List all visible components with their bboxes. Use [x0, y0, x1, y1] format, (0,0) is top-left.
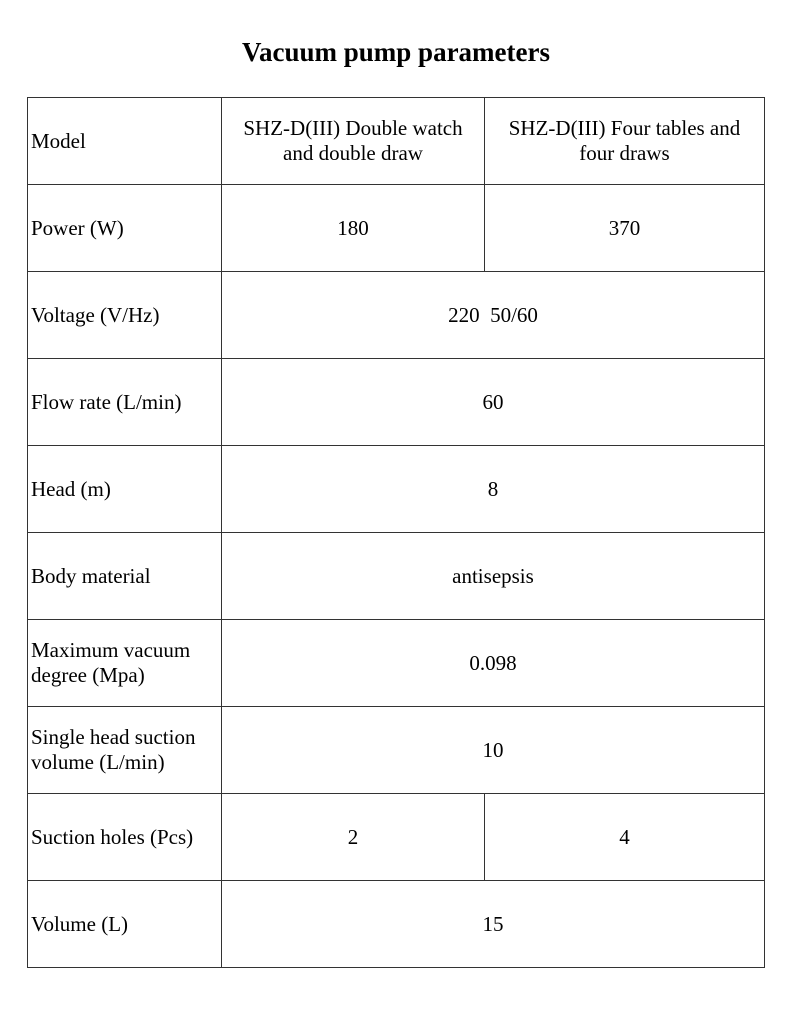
- row-label: Voltage (V/Hz): [28, 272, 222, 359]
- table-row-head: [28, 446, 765, 533]
- row-label: Body material: [28, 533, 222, 620]
- body-material-value-cell: antisepsis: [222, 533, 765, 620]
- flow-rate-value-cell: 60: [222, 359, 765, 446]
- table-row-volume: [28, 881, 765, 968]
- row-label: Suction holes (Pcs): [28, 794, 222, 881]
- table-row-suction-holes: [28, 794, 765, 881]
- row-label: Flow rate (L/min): [28, 359, 222, 446]
- row-label: Single head suction volume (L/min): [28, 707, 222, 794]
- row-label: Volume (L): [28, 881, 222, 968]
- model-double-watch-cell: SHZ-D(III) Double watch and double draw: [222, 98, 485, 185]
- power-double-cell: 180: [222, 185, 485, 272]
- parameters-table: [27, 97, 765, 968]
- table-row-suction-volume: [28, 707, 765, 794]
- model-four-tables-cell: SHZ-D(III) Four tables and four draws: [485, 98, 765, 185]
- suction-volume-value-cell: 10: [222, 707, 765, 794]
- row-label: Maximum vacuum degree (Mpa): [28, 620, 222, 707]
- table-row-flow-rate: [28, 359, 765, 446]
- table-row-body-material: [28, 533, 765, 620]
- row-label: Power (W): [28, 185, 222, 272]
- power-four-cell: 370: [485, 185, 765, 272]
- table-row-voltage: [28, 272, 765, 359]
- suction-holes-four-cell: 4: [485, 794, 765, 881]
- row-label: Head (m): [28, 446, 222, 533]
- head-value-cell: 8: [222, 446, 765, 533]
- voltage-value-cell: 220 50/60: [222, 272, 765, 359]
- table-row-power: [28, 185, 765, 272]
- table-row-model: [28, 98, 765, 185]
- page-title: Vacuum pump parameters: [241, 37, 550, 67]
- suction-holes-double-cell: 2: [222, 794, 485, 881]
- volume-value-cell: 15: [222, 881, 765, 968]
- row-label: Model: [28, 98, 222, 185]
- table-row-max-vacuum: [28, 620, 765, 707]
- max-vacuum-value-cell: 0.098: [222, 620, 765, 707]
